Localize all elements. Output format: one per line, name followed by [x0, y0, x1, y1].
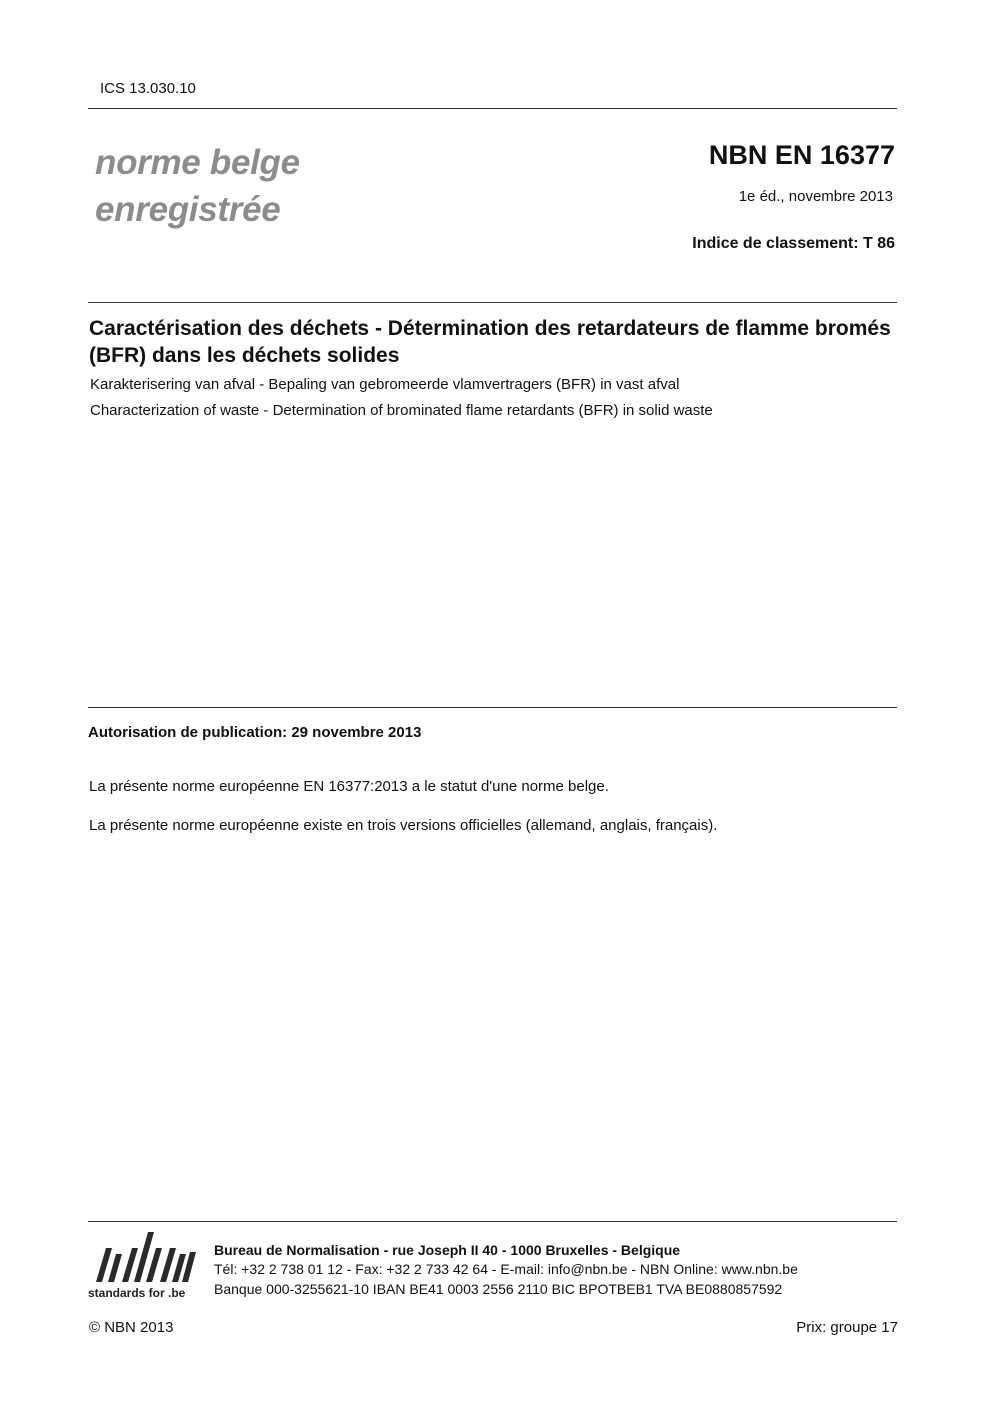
- footer-contact: Tél: +32 2 738 01 12 - Fax: +32 2 733 42 64 - E-mail: info@nbn.be - NBN Online: www.nbn.be: [214, 1261, 798, 1277]
- footer-rule: [88, 1221, 897, 1222]
- publication-authorisation: Autorisation de publication: 29 novembre 2013: [88, 724, 422, 741]
- publication-rule: [88, 707, 897, 708]
- footer-address: Bureau de Normalisation - rue Joseph II 40 - 1000 Bruxelles - Belgique: [214, 1242, 681, 1258]
- logo-tagline: standards for .be: [88, 1286, 186, 1300]
- title-dutch: Karakterisering van afval - Bepaling van gebromeerde vlamvertragers (BFR) in vast afval: [90, 376, 680, 393]
- nbn-logo-mark: [88, 1226, 200, 1284]
- title-english: Characterization of waste - Determination of brominated flame retardants (BFR) in solid waste: [90, 402, 713, 419]
- price-group: Prix: groupe 17: [796, 1319, 898, 1336]
- statement-versions: La présente norme européenne existe en trois versions officielles (allemand, anglais, français).: [89, 817, 718, 834]
- standard-code: NBN EN 16377: [708, 140, 895, 170]
- ics-code: ICS 13.030.10: [100, 80, 196, 97]
- copyright: © NBN 2013: [89, 1319, 174, 1336]
- title-rule: [88, 302, 897, 303]
- top-rule: [88, 108, 897, 109]
- footer-bank: Banque 000-3255621-10 IBAN BE41 0003 2556 2110 BIC BPOTBEB1 TVA BE0880857592: [214, 1281, 783, 1297]
- title-french: Caractérisation des déchets - Détermination des retardateurs de flamme bromés (BFR) dans les déchets solides: [89, 317, 891, 367]
- edition-date: 1e éd., novembre 2013: [738, 188, 893, 205]
- brand-line-1: norme belge: [95, 143, 300, 182]
- nbn-logo: [88, 1226, 200, 1304]
- classement-index: Indice de classement: T 86: [692, 235, 895, 252]
- statement-status: La présente norme européenne EN 16377:2013 a le statut d'une norme belge.: [89, 778, 609, 795]
- brand-line-2: enregistrée: [95, 190, 281, 229]
